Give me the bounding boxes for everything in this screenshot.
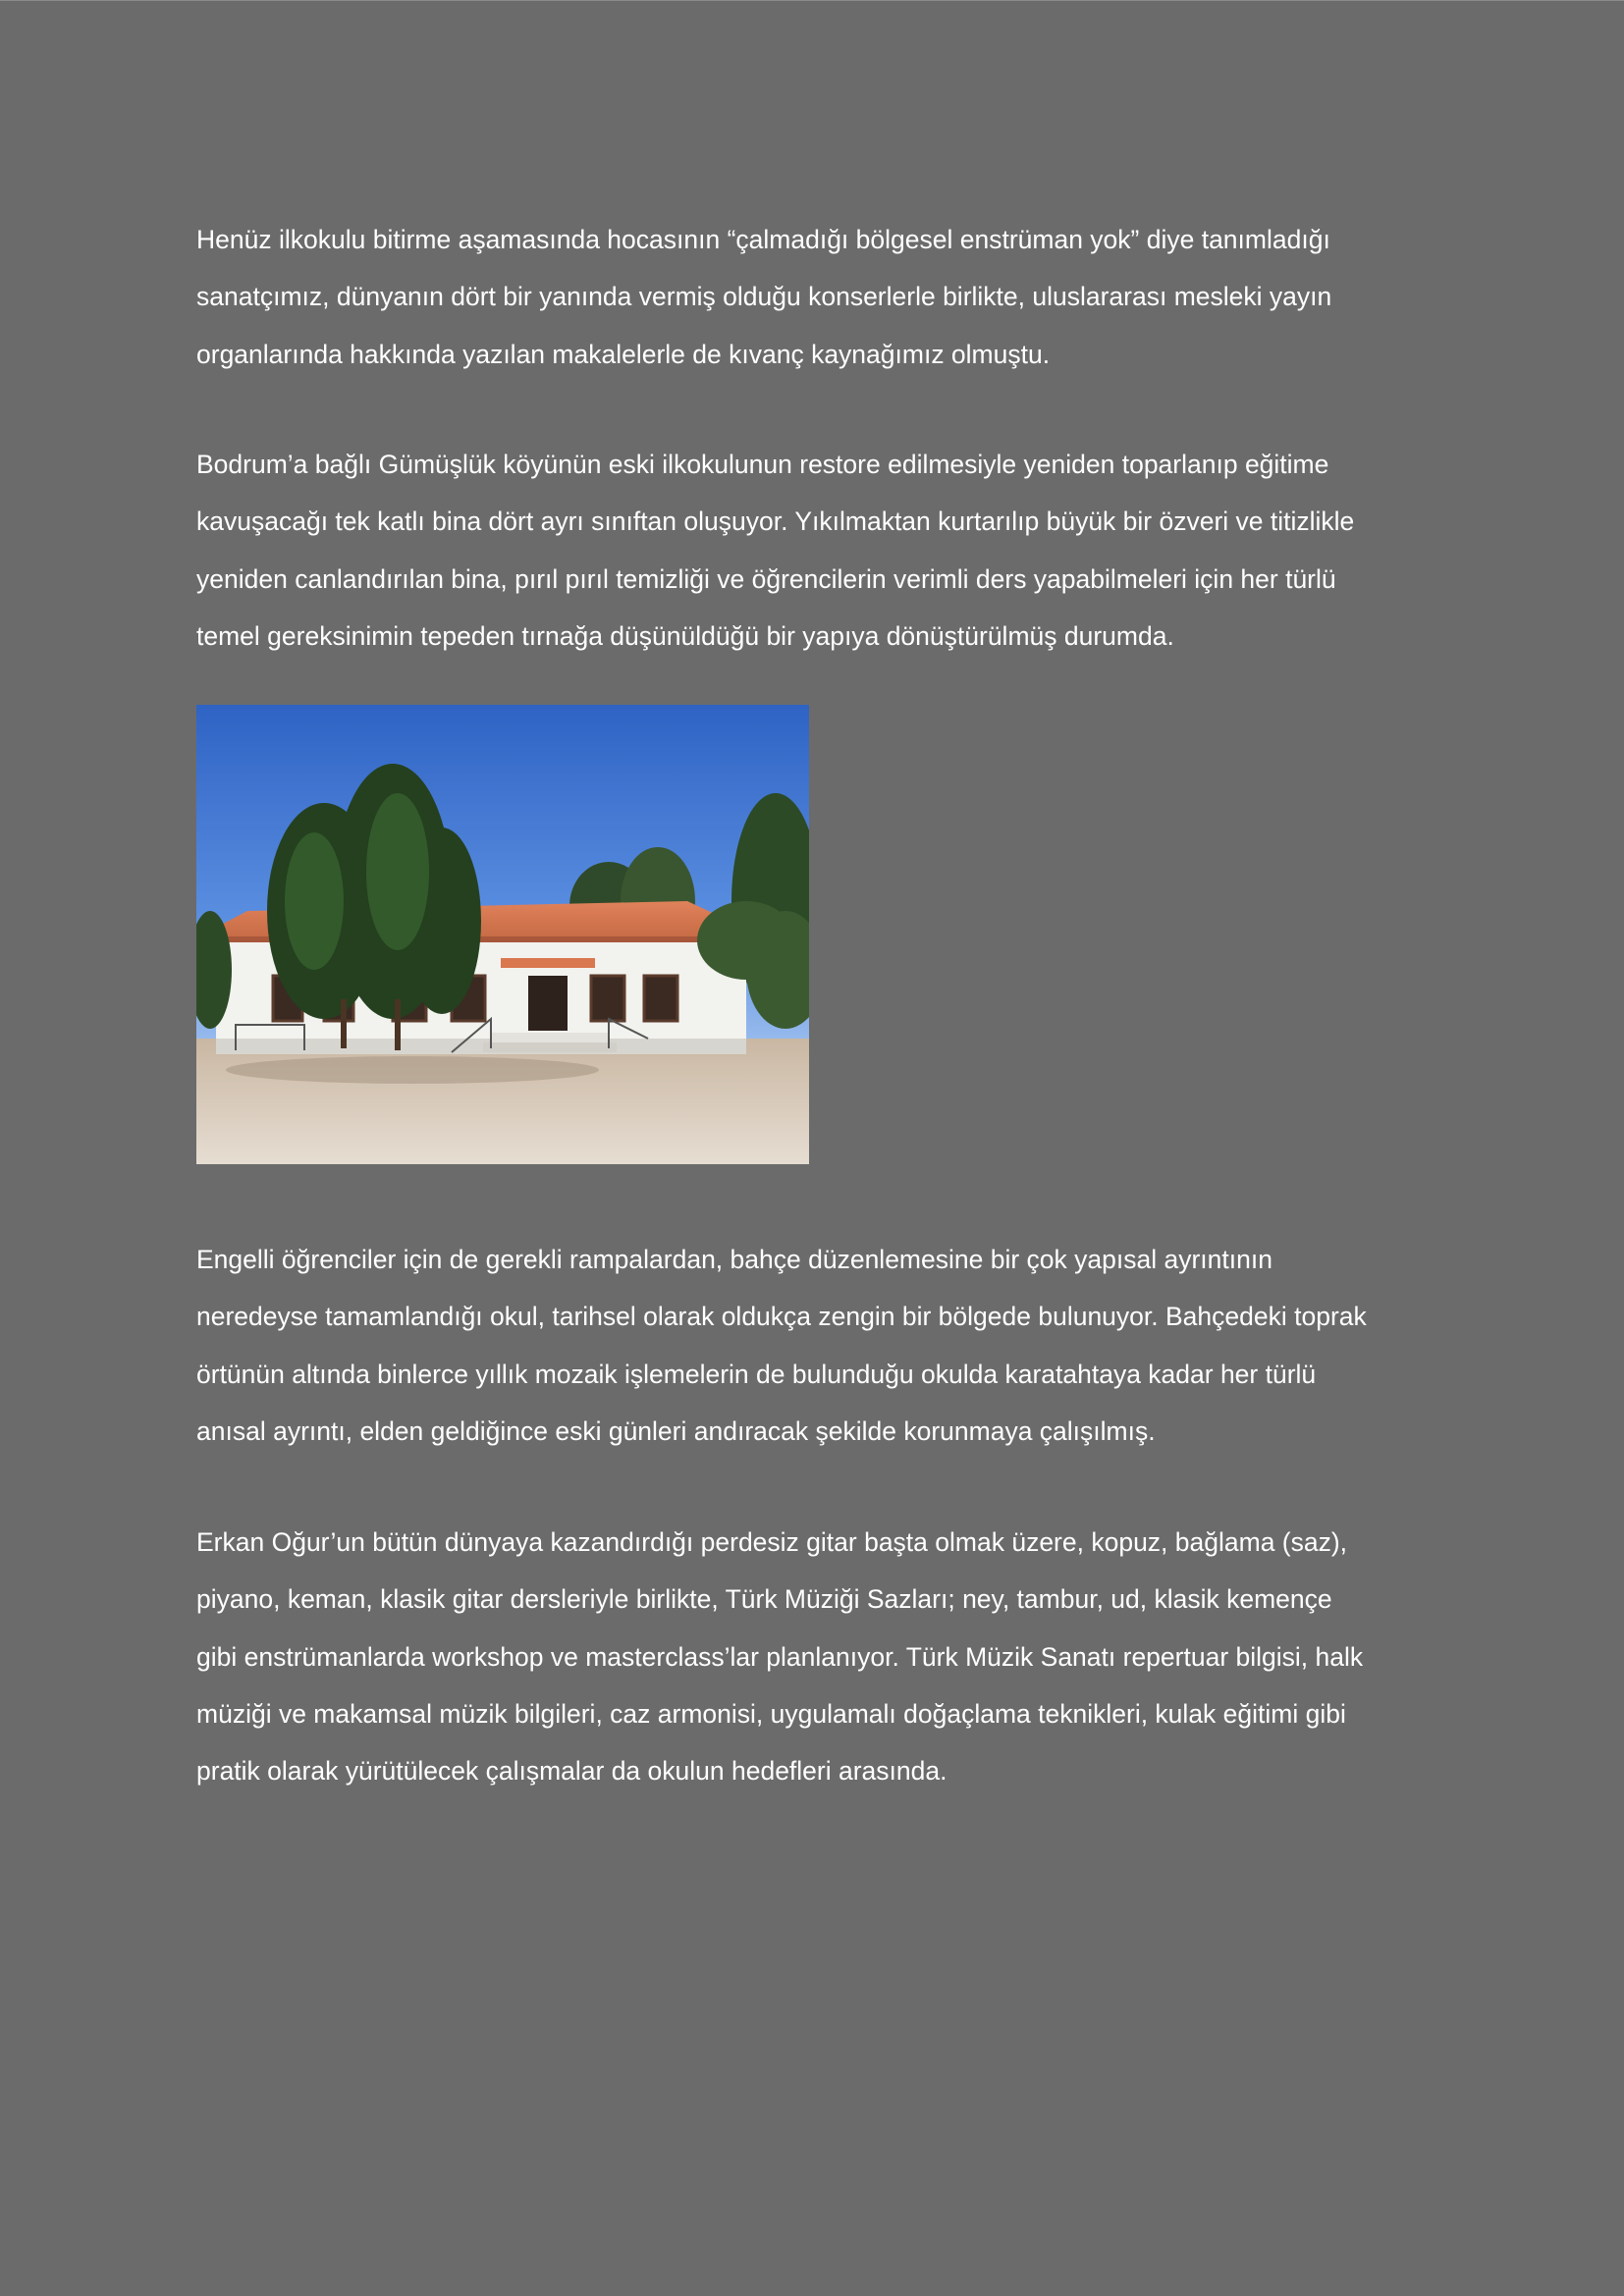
paragraph-building bbox=[196, 436, 1443, 665]
text-line: Henüz ilkokulu bitirme aşamasında hocasının “çalmadığı bölgesel enstrüman yok” diye tanımladığı bbox=[196, 225, 1330, 254]
text-line: müziği ve makamsal müzik bilgileri, caz armonisi, uygulamalı doğaçlama teknikleri, kulak eğitimi gibi bbox=[196, 1698, 1346, 1729]
text-line: Engelli öğrenciler için de gerekli rampalardan, bahçe düzenlemesine bir çok yapısal ayrıntının bbox=[196, 1245, 1272, 1274]
text-line: temel gereksinimin tepeden tırnağa düşünüldüğü bir yapıya dönüştürülmüş durumda. bbox=[196, 620, 1174, 651]
text-line: sanatçımız, dünyanın dört bir yanında vermiş olduğu konserlerle birlikte, uluslararası mesleki yayın bbox=[196, 282, 1332, 312]
text-line: yeniden canlandırılan bina, pırıl pırıl temizliği ve öğrencilerin verimli ders yapabilmeleri için her türlü bbox=[196, 563, 1336, 594]
paragraph-curriculum bbox=[196, 1514, 1443, 1799]
text-line: pratik olarak yürütülecek çalışmalar da okulun hedefleri arasında. bbox=[196, 1756, 947, 1787]
text-line: neredeyse tamamlandığı okul, tarihsel olarak oldukça zengin bir bölgede bulunuyor. Bahçedeki toprak bbox=[196, 1302, 1367, 1332]
text-line: Erkan Oğur’un bütün dünyaya kazandırdığı perdesiz gitar başta olmak üzere, kopuz, bağlama (saz), bbox=[196, 1527, 1348, 1557]
text-line: Bodrum’a bağlı Gümüşlük köyünün eski ilkokulunun restore edilmesiyle yeniden toparlanıp eğitime bbox=[196, 450, 1329, 479]
text-line: organlarında hakkında yazılan makalelerle de kıvanç kaynağımız olmuştu. bbox=[196, 339, 1051, 369]
text-line: piyano, keman, klasik gitar dersleriyle birlikte, Türk Müziği Sazları; ney, tambur, ud, klasik kemençe bbox=[196, 1584, 1332, 1615]
paragraph-accessibility bbox=[196, 1231, 1443, 1460]
text-line: kavuşacağı tek katlı bina dört ayrı sınıftan oluşuyor. Yıkılmaktan kurtarılıp büyük bir özveri ve titizlikle bbox=[196, 507, 1355, 537]
text-line: örtünün altında binlerce yıllık mozaik işlemelerin de bulunduğu okulda karatahtaya kadar her türlü bbox=[196, 1359, 1317, 1389]
text-line: gibi enstrümanlarda workshop ve masterclass’lar planlanıyor. Türk Müzik Sanatı repertuar bilgisi, halk bbox=[196, 1641, 1364, 1672]
paragraph-intro bbox=[196, 211, 1443, 383]
text-line: anısal ayrıntı, elden geldiğince eski günleri andıracak şekilde korunmaya çalışılmış. bbox=[196, 1415, 1156, 1446]
school-building-photo bbox=[196, 705, 809, 1164]
